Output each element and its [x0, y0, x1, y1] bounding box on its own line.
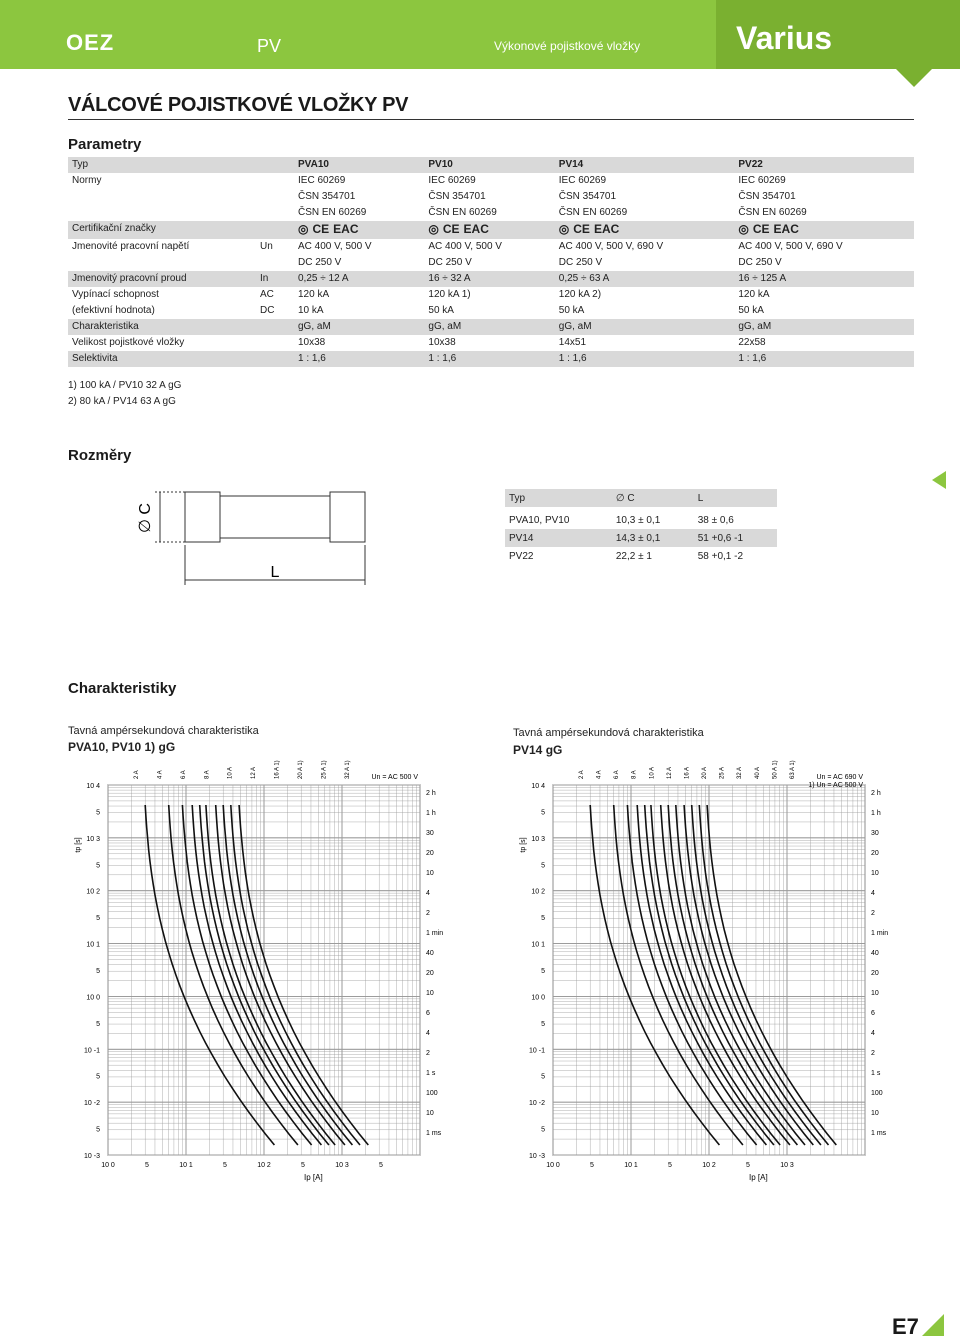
right-tick-label: 10: [871, 990, 879, 997]
dim-header-c: ∅ C: [612, 489, 694, 507]
right-tick-label: 2: [871, 1050, 875, 1057]
right-tick-label: 1 min: [871, 930, 889, 937]
y-tick-label: 10 -3: [529, 1153, 545, 1160]
footnote-2: 2) 80 kA / PV14 63 A gG: [68, 396, 176, 407]
right-tick-label: 1 min: [426, 930, 444, 937]
param-value: gG, aM: [424, 319, 554, 335]
right-tick-label: 100: [426, 1090, 438, 1097]
param-label: [68, 205, 256, 221]
current-label: 10 A: [227, 766, 234, 779]
y-axis-label: tp [s]: [520, 837, 527, 853]
param-header-4: PV14: [555, 157, 735, 173]
dim-header-typ: Typ: [505, 489, 612, 507]
right-tick-label: 1 s: [871, 1070, 881, 1077]
parameters-table: [68, 157, 914, 367]
param-value: 1 : 1,6: [734, 351, 914, 367]
param-value: ČSN EN 60269: [558, 207, 628, 218]
param-label: Velikost pojistkové vložky: [72, 337, 185, 348]
right-tick-label: 2: [426, 1050, 430, 1057]
param-value: 16 ÷ 125 A: [734, 271, 914, 287]
right-tick-label: 20: [426, 970, 434, 977]
right-tick-label: 4: [426, 890, 430, 897]
param-label: Charakteristika: [68, 319, 256, 335]
param-label: Normy: [72, 175, 102, 186]
right-tick-label: 20: [426, 850, 434, 857]
y-tick-label: 10 3: [531, 835, 545, 843]
fuse-curve: [637, 805, 766, 1145]
x-tick-label: 10 1: [624, 1162, 638, 1169]
param-value: 1 : 1,6: [424, 351, 554, 367]
param-header-2: PVA10: [294, 157, 424, 173]
param-unit: [256, 173, 294, 189]
param-value: AC 400 V, 500 V, 690 V: [558, 241, 664, 252]
param-value: 10x38: [298, 337, 326, 348]
x-tick-label: 5: [668, 1162, 672, 1169]
ce-mark-icon: CE: [312, 222, 330, 236]
param-value: ČSN EN 60269: [428, 207, 497, 218]
right-tick-label: 1 h: [426, 810, 436, 817]
y-tick-label: 5: [541, 809, 545, 817]
dim-row-l: 38 ± 0,6: [697, 514, 734, 526]
param-value: 50 kA: [428, 305, 454, 316]
y-tick-label: 10 2: [86, 888, 100, 896]
y-tick-label: 10 0: [86, 994, 100, 1002]
dim-row-typ: PVA10, PV10: [509, 514, 570, 526]
ce-mark-icon: CE: [573, 222, 590, 236]
current-label: 40 A: [754, 766, 761, 779]
param-row: [68, 221, 914, 239]
x-tick-label: 5: [301, 1162, 305, 1169]
y-tick-label: 10 2: [531, 888, 545, 896]
x-axis-label: Ip [A]: [304, 1173, 323, 1182]
param-row: [68, 205, 914, 221]
param-header-0: Typ: [68, 157, 256, 173]
right-tick-label: 10: [871, 870, 879, 877]
right-tick-label: 20: [871, 850, 879, 857]
ce-mark-icon: CE: [752, 222, 770, 236]
right-tick-label: 10: [426, 870, 434, 877]
current-label: 16 A 1): [274, 760, 281, 779]
y-tick-label: 5: [96, 862, 100, 870]
fuse-curve: [614, 805, 743, 1145]
param-value: DC 250 V: [428, 257, 472, 268]
current-label: 25 A 1): [321, 760, 328, 779]
current-label: 6 A: [180, 770, 187, 779]
param-row: [68, 351, 914, 367]
fuse-curve: [192, 805, 321, 1145]
right-tick-label: 20: [871, 970, 879, 977]
voltage-note-2: 1) Un = AC 500 V: [808, 782, 863, 789]
x-tick-label: 10 3: [335, 1162, 349, 1169]
param-value: 14x51: [558, 337, 587, 348]
y-axis-label: tp [s]: [75, 837, 82, 853]
param-label: Certifikační značky: [68, 221, 256, 239]
param-value: AC 400 V, 500 V, 690 V: [738, 241, 843, 252]
right-tick-label: 30: [426, 830, 434, 837]
dimensions-table: [505, 489, 777, 565]
y-tick-label: 10 0: [531, 994, 545, 1002]
voltage-note: Un = AC 690 V: [816, 774, 863, 781]
footnote-1: 1) 100 kA / PV10 32 A gG: [68, 380, 182, 391]
y-tick-label: 5: [96, 968, 100, 975]
y-tick-label: 10 3: [86, 835, 100, 843]
current-label: 8 A: [204, 770, 211, 779]
current-label: 25 A: [719, 766, 726, 779]
param-value: DC 250 V: [558, 257, 603, 268]
param-value: 16 ÷ 32 A: [424, 271, 554, 287]
current-label: 8 A: [631, 770, 638, 779]
param-row: [68, 255, 914, 271]
fuse-curve: [231, 805, 360, 1145]
param-unit: [256, 335, 294, 351]
right-tick-label: 1 ms: [871, 1130, 887, 1137]
param-row: [68, 303, 914, 319]
param-row: [68, 189, 914, 205]
current-label: 63 A 1): [789, 760, 796, 779]
param-value: 50 kA: [738, 305, 764, 316]
x-tick-label: 5: [379, 1162, 383, 1169]
y-tick-label: 10 -2: [84, 1100, 100, 1108]
right-tick-label: 2: [426, 910, 430, 917]
param-header-3: PV10: [424, 157, 554, 173]
param-value: IEC 60269: [298, 175, 346, 186]
param-unit: [256, 189, 294, 205]
y-tick-label: 10 -2: [529, 1100, 545, 1108]
page-corner-triangle: [922, 1314, 944, 1336]
right-tick-label: 100: [871, 1090, 883, 1097]
current-label: 4 A: [596, 770, 603, 779]
y-tick-label: 5: [541, 1073, 545, 1081]
current-label: 20 A: [702, 766, 709, 779]
right-tick-label: 1 ms: [426, 1130, 442, 1137]
right-tick-label: 2: [871, 910, 875, 917]
cert-marks: [555, 221, 735, 239]
param-value: gG, aM: [294, 319, 424, 335]
param-unit: [256, 205, 294, 221]
param-value: 1 : 1,6: [555, 351, 735, 367]
nav-arrow-icon[interactable]: [932, 471, 946, 489]
current-label: 12 A: [251, 766, 258, 779]
current-label: 10 A: [649, 766, 656, 779]
current-label: 4 A: [157, 770, 164, 779]
right-tick-label: 40: [426, 950, 434, 957]
y-tick-label: 10 -3: [84, 1153, 100, 1160]
right-tick-label: 1 s: [426, 1070, 436, 1077]
cert-marks: [424, 221, 554, 239]
y-tick-label: 5: [541, 1020, 545, 1028]
param-value: ČSN 354701: [738, 191, 796, 202]
param-value: 22x58: [738, 337, 766, 348]
right-tick-label: 40: [871, 950, 879, 957]
param-value: DC 250 V: [298, 257, 342, 268]
dim-row-l: 58 +0,1 -2: [697, 550, 744, 562]
current-label: 50 A 1): [772, 760, 779, 779]
x-tick-label: 10 2: [257, 1162, 271, 1169]
chart1-svg: [58, 760, 458, 1190]
param-header-5: PV22: [734, 157, 914, 173]
current-label: 12 A: [666, 766, 673, 779]
chart2-svg: [503, 760, 903, 1190]
right-tick-label: 6: [871, 1010, 875, 1017]
current-label: 32 A 1): [344, 760, 351, 779]
y-tick-label: 5: [96, 1126, 100, 1134]
right-tick-label: 2 h: [871, 790, 881, 797]
x-tick-label: 5: [590, 1162, 594, 1169]
param-value: 120 kA: [298, 289, 330, 300]
cert-mark-icon: ◎: [428, 222, 439, 236]
page-header: [0, 0, 960, 87]
current-label: 16 A: [684, 766, 691, 779]
param-label: [68, 255, 256, 271]
current-label: 2 A: [134, 770, 140, 779]
eac-mark-icon: EAC: [593, 222, 620, 236]
right-tick-label: 4: [871, 1030, 875, 1037]
x-tick-label: 10 3: [780, 1162, 794, 1169]
param-value: ČSN 354701: [558, 191, 617, 202]
param-value: AC 400 V, 500 V: [428, 241, 502, 252]
param-label: (efektivní hodnota): [72, 305, 155, 316]
y-tick-label: 5: [541, 915, 545, 923]
fuse-curve: [239, 805, 368, 1145]
current-label: 32 A: [737, 766, 744, 779]
param-label: Vypínací schopnost: [72, 289, 159, 300]
x-tick-label: 10 0: [101, 1162, 115, 1169]
param-value: 120 kA 2): [558, 289, 602, 300]
param-unit: AC: [260, 289, 274, 300]
param-row: [68, 319, 914, 335]
param-value: IEC 60269: [738, 175, 786, 186]
current-label: 20 A 1): [298, 760, 305, 779]
y-tick-label: 10 -1: [529, 1047, 545, 1055]
voltage-note: Un = AC 500 V: [371, 774, 418, 781]
title-rule: [68, 119, 914, 120]
y-tick-label: 5: [541, 1126, 545, 1134]
param-label: Jmenovité pracovní napětí: [72, 241, 190, 252]
y-tick-label: 10 1: [531, 941, 545, 949]
y-tick-label: 10 4: [531, 783, 545, 790]
param-value: 1 : 1,6: [294, 351, 424, 367]
series-name: Varius: [736, 20, 833, 56]
right-tick-label: 4: [871, 890, 875, 897]
dim-label-l: L: [270, 564, 280, 581]
param-unit: [256, 221, 294, 239]
param-unit: [256, 255, 294, 271]
page-number: E7: [892, 1314, 919, 1339]
param-value: gG, aM: [555, 319, 735, 335]
param-unit: [256, 319, 294, 335]
dim-row-c: 14,3 ± 0,1: [612, 529, 694, 547]
param-value: 0,25 ÷ 63 A: [555, 271, 735, 287]
param-value: 10 kA: [298, 305, 324, 316]
y-tick-label: 10 1: [86, 941, 100, 949]
param-value: ČSN 354701: [298, 191, 356, 202]
right-tick-label: 2 h: [426, 790, 436, 797]
y-tick-label: 5: [96, 809, 100, 817]
param-value: AC 400 V, 500 V: [298, 241, 372, 252]
fuse-curve: [169, 805, 298, 1145]
y-tick-label: 5: [541, 968, 545, 975]
header-triangle: [896, 69, 932, 87]
eac-mark-icon: EAC: [333, 222, 359, 236]
param-row: [68, 271, 914, 287]
cert-mark-icon: ◎: [298, 222, 309, 236]
param-value: IEC 60269: [428, 175, 476, 186]
chart1-title: Tavná ampérsekundová charakteristika: [68, 725, 259, 737]
right-tick-label: 10: [426, 1110, 434, 1117]
right-tick-label: 10: [871, 1110, 879, 1117]
param-value: 10x38: [428, 337, 456, 348]
y-tick-label: 10 4: [86, 783, 100, 790]
fuse-dimension-drawing: [130, 480, 430, 590]
section-charakteristiky: Charakteristiky: [68, 680, 177, 697]
x-tick-label: 5: [223, 1162, 227, 1169]
right-tick-label: 30: [871, 830, 879, 837]
section-rozmery: Rozměry: [68, 447, 132, 464]
param-unit: DC: [260, 305, 275, 316]
y-tick-label: 5: [541, 862, 545, 870]
oez-logo: OEZ: [66, 30, 115, 55]
eac-mark-icon: EAC: [773, 222, 799, 236]
param-value: 120 kA: [738, 289, 770, 300]
param-row: [68, 335, 914, 351]
ce-mark-icon: CE: [442, 222, 460, 236]
chart2-title: Tavná ampérsekundová charakteristika: [513, 727, 704, 739]
page-title: VÁLCOVÉ POJISTKOVÉ VLOŽKY PV: [68, 94, 409, 116]
y-tick-label: 5: [96, 1020, 100, 1028]
fuse-curve: [707, 805, 836, 1145]
cert-mark-icon: ◎: [558, 222, 570, 236]
param-label: Selektivita: [68, 351, 256, 367]
param-value: DC 250 V: [738, 257, 782, 268]
chart1-subtitle: PVA10, PV10 1) gG: [68, 740, 176, 754]
param-value: 50 kA: [558, 305, 585, 316]
param-unit: [256, 351, 294, 367]
section-parametry: Parametry: [68, 136, 142, 153]
param-header-1: [256, 157, 294, 173]
param-row: [68, 287, 914, 303]
y-tick-label: 10 -1: [84, 1047, 100, 1055]
x-tick-label: 10 2: [702, 1162, 716, 1169]
param-value: ČSN EN 60269: [298, 207, 367, 218]
param-value: 0,25 ÷ 12 A: [294, 271, 424, 287]
header-subtitle: Výkonové pojistkové vložky: [494, 39, 641, 53]
param-row: [68, 173, 914, 189]
param-value: 120 kA 1): [428, 289, 471, 300]
dim-row-typ: PV14: [505, 529, 612, 547]
dim-label-c: ∅ C: [137, 503, 154, 533]
param-unit: In: [256, 271, 294, 287]
param-value: IEC 60269: [558, 175, 607, 186]
cert-mark-icon: ◎: [738, 222, 749, 236]
dim-header-l: L: [694, 489, 777, 507]
param-label: Jmenovitý pracovní proud: [68, 271, 256, 287]
y-tick-label: 5: [96, 1073, 100, 1081]
dim-row-c: 10,3 ± 0,1: [615, 514, 661, 526]
current-label: 2 A: [579, 770, 585, 779]
dim-row-l: 51 +0,6 -1: [694, 529, 777, 547]
param-value: gG, aM: [734, 319, 914, 335]
right-tick-label: 1 h: [871, 810, 881, 817]
param-unit: Un: [260, 241, 273, 252]
right-tick-label: 6: [426, 1010, 430, 1017]
param-label: [68, 189, 256, 205]
param-row: [68, 239, 914, 255]
y-tick-label: 5: [96, 915, 100, 923]
eac-mark-icon: EAC: [463, 222, 489, 236]
cert-marks: [734, 221, 914, 239]
x-tick-label: 5: [145, 1162, 149, 1169]
x-tick-label: 10 1: [179, 1162, 193, 1169]
current-label: 6 A: [614, 770, 621, 779]
param-value: ČSN 354701: [428, 191, 486, 202]
right-tick-label: 4: [426, 1030, 430, 1037]
x-axis-label: Ip [A]: [749, 1173, 768, 1182]
chart2-subtitle: PV14 gG: [513, 743, 563, 757]
x-tick-label: 5: [746, 1162, 750, 1169]
header-product: PV: [257, 36, 282, 56]
dim-row-typ: PV22: [509, 550, 534, 562]
dim-row-c: 22,2 ± 1: [615, 550, 652, 562]
param-value: ČSN EN 60269: [738, 207, 807, 218]
right-tick-label: 10: [426, 990, 434, 997]
x-tick-label: 10 0: [546, 1162, 560, 1169]
cert-marks: [294, 221, 424, 239]
